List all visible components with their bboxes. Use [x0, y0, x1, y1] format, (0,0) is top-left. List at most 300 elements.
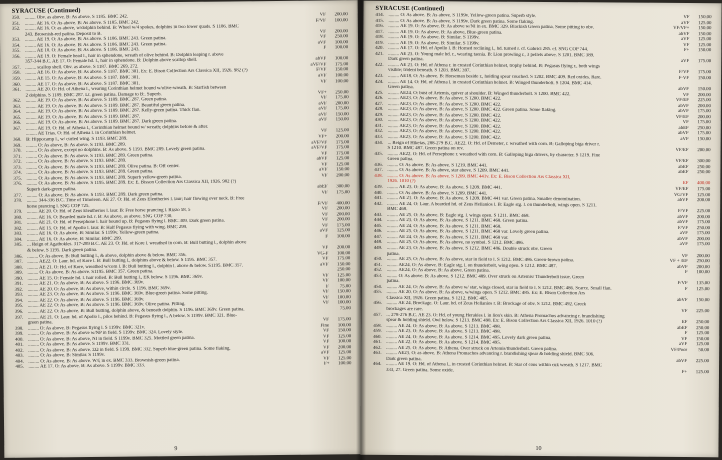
lot-price: 250.00	[337, 267, 351, 273]
lot-description: ......... AE24. O: bust of Artemis, quiver at shoulder. B: Winged thunderbolt. S 1200. BMC 422.	[387, 90, 571, 97]
lot-number: 417.	[375, 29, 384, 35]
lot-number: 405.	[15, 365, 24, 371]
lot-number: 394.	[14, 298, 24, 304]
lot-price: 125.00	[696, 286, 710, 292]
lot-grade: VF	[322, 317, 329, 323]
lot-number: 454.	[373, 284, 383, 290]
lot-grade: F+	[683, 48, 690, 54]
lot-number: 383.	[14, 231, 23, 238]
lot-number: 350.	[11, 15, 21, 21]
lot-price: 300.00	[697, 159, 711, 165]
lot-description: ......... AE 23. O: As above. B: As above. S 1196. BMC 369v. Blue-green patina. Some pitting.	[27, 291, 208, 298]
lot-description: ......... O: As above. B: As above. S 1193. BMC 289. Green patina.	[26, 152, 154, 160]
lot-description: ......... AE 20. O: As above. B: As above, w/wings open. S 1212. BMC 485. Ex: E. Bison Collection Ars	[386, 290, 585, 297]
lot-grade: F	[325, 284, 329, 290]
lot-grade: aVF	[318, 101, 327, 107]
lot-number: 447.	[373, 234, 383, 240]
lot-price: 200.00	[697, 114, 711, 121]
lot-number: 395.	[14, 304, 24, 310]
lot-grade: aVF	[318, 117, 327, 123]
lot-description: ......... AE23. O: As above. B: As above. S 1200. BMC 422.	[387, 101, 502, 108]
lot-price: 75.00	[340, 306, 351, 312]
lot-price: 175.00	[335, 139, 350, 145]
lot-number: 450.	[373, 256, 383, 262]
lot-grade: VF+	[317, 90, 327, 96]
lot-number: 385.	[14, 243, 23, 249]
lot-description: ......... O: As above. B: As above. S 1193. BMC 289. Olive patina. B: Off center.	[26, 163, 180, 171]
lot-description: ......... AE22. O: Hd. of Persephone r. wreathed with corn. B: Galloping biga drivers, by character. S 1219. Fine	[387, 151, 601, 159]
lot-description: ......... O: As above. B: As above, NI in field. S 1199v. BMC 325. Mottled green patina.	[28, 335, 195, 343]
lot-grade: VF	[321, 223, 329, 229]
lot-description: ......... scallop shell. Obv. as above. S 1187. BMC 269, 272.	[25, 64, 139, 71]
lot-price: 125.00	[697, 192, 711, 198]
lot-number: 457.	[373, 312, 382, 318]
lot-description: Dark green patina.	[386, 356, 422, 363]
lot-grade: aVF	[679, 231, 688, 237]
lot-price: 175.00	[697, 70, 712, 76]
lot-grade: VF	[323, 345, 330, 351]
lot-price: 200.00	[696, 253, 710, 259]
lot-price: 200.00	[336, 211, 350, 218]
lot-grade: aVF/VF	[310, 62, 327, 68]
lot-price: 100.00	[336, 234, 351, 240]
lot-description: ......... O: As above. B: As above. S 1199v. BMC 331.	[28, 341, 131, 348]
lot-number: 430.	[374, 118, 384, 124]
lot-price: 150.00	[698, 48, 712, 54]
lot-price: 150.00	[697, 87, 711, 93]
lot-description: ......... AE23. O: As above. B: As above. S 1200. BMC 422.	[387, 112, 502, 119]
lot-description: green patina.	[27, 320, 53, 326]
lot-grade: VF+	[318, 134, 328, 140]
lot-grade: abEF	[677, 325, 688, 331]
lot-description: brockages are rare.	[386, 306, 423, 313]
lot-price: 225.00	[696, 209, 711, 215]
lot-grade: F/VF	[677, 209, 689, 215]
lot-price: 125.00	[698, 20, 712, 26]
lot-grade: aVF	[681, 20, 690, 26]
lot-number: 370.	[13, 148, 22, 154]
lot-price: 250.00	[334, 34, 349, 40]
lot-price: 200.00	[696, 264, 710, 270]
lot-grade: VF	[320, 128, 328, 135]
lot-grade: VF	[322, 278, 329, 284]
lot-price: 150.00	[698, 31, 712, 37]
lot-number: 419.	[375, 40, 384, 46]
lot-price: 175.00	[697, 131, 711, 137]
lot-description: ... 278-276 B.C. AE 23. O: Hd. of young Herakles l. in lion's skin. B: Athena Promachos advancing r. brandishing	[386, 312, 605, 319]
lot-number: 437.	[374, 168, 383, 174]
lot-description: horse prancing l. SNG COP 725.	[26, 203, 90, 210]
lot-description: ......... AE 20. O: Hd. of Zeus Eleutherios l. laur. B: Free horse prancing l. Rizzo 58. 5	[26, 208, 191, 215]
lot-grade: abVF	[676, 358, 688, 364]
lot-description: ......... AE 19. O: As above. B: As above. S 1189. BMC 287. Green patina.	[25, 97, 168, 104]
lot-grade: abEF	[317, 184, 328, 190]
lot-description: B: Hippocamp l., w/ curled wing. S 1193. BMC 289.	[26, 136, 128, 143]
lot-price: 150.00	[697, 137, 711, 143]
lot-description: ......... O: As above. B: As above w/NP in field. S 1199v. BMC 324. Lovely style.	[28, 330, 184, 337]
lot-description: ......... AE 22. O: As above. B: As above. S 1196. BMC 369v.	[27, 297, 145, 304]
page-number: 9	[174, 446, 178, 453]
lot-number: 357.	[12, 65, 21, 71]
lot-price: 100.00	[335, 78, 349, 84]
lot-grade: VF	[322, 328, 330, 334]
lot-description: ......... Obv. as above. B: As above. S 1185. BMC 242.	[24, 14, 128, 21]
lot-description: ......... AE23. O: As above. B: As above. S 1200. BMC 422.	[387, 118, 502, 125]
lot-number: 423.	[375, 73, 384, 79]
lot-price: 175.00	[335, 145, 350, 151]
lot-number: 416.	[375, 23, 384, 29]
lot-grade: abVF	[315, 56, 327, 62]
lot-price: 175.00	[697, 59, 712, 65]
lot-grade: abVF	[678, 31, 690, 37]
lot-grade: F/VF	[315, 18, 326, 24]
lot-description: ......... O: As above, B: As above. S 1193. BMC 289.	[26, 142, 127, 149]
lot-grade: aVF	[321, 350, 330, 356]
lot-description: ......... O: As above. B: Pegasus flying l. S 1199v. BMC 321v.	[28, 325, 146, 332]
lot-description: spear & holding shield. Owl below. S 1213. BMC 498. Ex: E. Bison Collection Ars Classica XII, 1926. 1010 (?)	[386, 318, 602, 325]
lot-number: 389.	[14, 270, 23, 276]
lot-number: 418.	[375, 35, 384, 41]
lot-grade: F	[325, 234, 329, 240]
lot-grade: VF	[321, 206, 328, 212]
lot-price: 125.00	[335, 128, 350, 134]
lot-price: 200.00	[336, 217, 350, 223]
lot-price: 150.00	[337, 289, 351, 295]
lot-description: ......... AE 24. O: As above. B: As above. S 1211. BMC 468.	[386, 223, 502, 230]
lot-number: 386.	[14, 254, 23, 260]
lot-price: 150.00	[697, 76, 712, 82]
lot-price: 250.00	[696, 259, 710, 265]
lot-description: ......... AE18. O: As above. B: Horseman beside r., holding spear couched. S 1202. BMC 409. Red oxides. Rare.	[388, 73, 602, 81]
lot-description: ......... AE 19. O: As above. B: Similar. S 1199v.	[388, 40, 480, 47]
lot-description: patina.	[386, 251, 400, 257]
lot-price: 300.00	[336, 184, 350, 190]
lot-description: ......... O: As above, except no dolphins. B: As above. S 1193. BMC 289. Lovely green patina.	[26, 146, 206, 154]
lot-price: 150.00	[696, 297, 710, 304]
lot-price: 200.00	[338, 345, 352, 351]
lot-grade: F+	[324, 361, 330, 367]
lot-number: 366.	[12, 121, 22, 127]
lot-grade: VF/EF	[675, 114, 689, 120]
lot-grade: aVF	[681, 37, 690, 43]
lot-price: 250.00	[696, 225, 711, 231]
lot-grade: abVF	[678, 109, 689, 115]
lot-price: 200.00	[696, 236, 710, 243]
lot-description: ......... AE 23. O: Young male hd. r., wearing taenia. B: Lion prowling r., 3 pellets above. S 1201. BMC 389.	[388, 51, 595, 59]
lot-grade: F/VF	[677, 281, 688, 287]
lot-price: 150.00	[335, 112, 349, 118]
lot-description: ......... O: As above. B: As above. S 1193. BMC 289. Dark green patina.	[26, 191, 164, 199]
lot-number: 360.	[12, 82, 21, 88]
lot-description: ... Reign of Agathokles. 317-289 B.C. AE 23. O: Hd. of Kore l. wreathed in corn. B: Bull butting l., dolphin above	[27, 240, 247, 249]
lot-description: ......... AE 19. O: As above. B: Similar. S 1199v.	[388, 35, 480, 41]
lot-price: 200.00	[334, 28, 348, 35]
lot-grade: VF	[322, 256, 329, 262]
lot-description: ......... O: As above. B: As above. S 1193. BMC 289. Green patina.	[26, 169, 154, 176]
lot-grade: abEF	[678, 164, 689, 170]
lot-grade: VF	[321, 217, 328, 223]
book-gutter	[356, 0, 366, 460]
lot-description: ......... AE 24. Brockage. O: Laur. hd. of Zeus Hellanios r. B: Brockage of obv. S 1212. BMC 492. Greek	[386, 301, 587, 308]
lot-description: ......... AE 17. O: Hd. of Apollo l. B: Horned reclining l., hd. turned r. cf. Gabrici 285. cf. SNG COP 744.	[388, 46, 589, 53]
lot-price: 125.00	[337, 272, 351, 279]
lot-description: ......... O: As above. B: As above, star above. S 1209. BMC 441.	[387, 168, 510, 175]
lot-price: 100.00	[337, 300, 351, 306]
lot-price: 100.00	[337, 250, 351, 256]
lot-description: 243. Brownish-red patina. Deposit to B.	[24, 31, 102, 38]
lot-description: ......... O: As above. B: As above. S 1199v. Dark green patina. Some flaking.	[388, 18, 534, 25]
lot-number: 381.	[13, 220, 23, 226]
lot-description: ......... AE 19. O: As above. B: As above. S 1189. BMC 287. Dark green patina.	[25, 119, 178, 127]
lot-number: 438.	[374, 173, 383, 179]
lot-price: 150.00	[698, 26, 712, 32]
lot-description: ......... AE 15. O: Hd. of Apollo l. laur. B: Half Pegasus flying with wing. BMC 299.	[26, 224, 188, 232]
lot-number: 429.	[374, 112, 384, 118]
lot-description: ......... AE 14. O: Hd. of Athena l. in crested Corinthian helmet. B: Winged thunderbolt. S 1204. BMC 414.	[388, 79, 592, 86]
catalog-listing	[12, 12, 352, 370]
lot-price: 50.00	[698, 347, 710, 353]
lot-number: 458.	[373, 323, 382, 329]
lot-grade: VF	[319, 12, 326, 18]
lot-number: 433.	[374, 134, 384, 140]
lot-grade: VF	[321, 151, 328, 157]
lot-number: 354.	[12, 43, 21, 49]
lot-number: 384.	[14, 237, 23, 243]
lot-description: S 1210. BMC 487. Green patina on rev.	[387, 146, 464, 152]
lot-grade: abVF	[677, 214, 689, 220]
lot-price: 200.00	[334, 12, 348, 18]
lot-number: 422.	[375, 62, 384, 68]
lot-grade: abVF	[677, 236, 688, 242]
lot-grade: F	[685, 270, 688, 276]
lot-price: 175.00	[335, 95, 349, 101]
lot-grade: abVF	[677, 264, 688, 270]
lot-description: ... Reign of Hiketas, 288-279 B.C. AE22. O: Hd. of Demeter, r. wreathed with corn. B: Galloping biga driver r.	[387, 140, 600, 147]
lot-description: ......... AE 19. O: As above. B: As above. S 1189. BMC 287. Beautiful green patina.	[25, 102, 186, 110]
lot-grade: aVF/VF	[311, 140, 328, 146]
lot-number: 351.	[11, 21, 21, 27]
lot-description: ......... AE 23. O: As above. B: As above. S 1211. BMC 468. Green patina.	[387, 218, 529, 225]
lot-price: 200.00	[697, 103, 711, 109]
lot-description: ......... AE 19. O: Female head l., hair in sphendone, wreath of olive behind. B: Dolphin leaping r. above	[25, 52, 224, 60]
lot-number: 464.	[373, 362, 382, 368]
header-title: SYRACUSE (Continued)	[11, 7, 81, 15]
lot-number: 420.	[375, 46, 384, 52]
lot-description: ......... AE 15. O: Female hd. l. hair rolled. B: Bull butting l., EK below. S 1196. BMC 369v.	[27, 274, 203, 282]
lot-description: ......... AE 18. O: As above. B: As above. S 1186. BMC 243.	[25, 47, 140, 54]
lot-description: ......... O: As above. B: Similar. S 1199v.	[28, 353, 106, 359]
lot-grade: VF/Poor	[670, 347, 688, 353]
lot-description: ......... AE 25. O: As above. B: As above, no symbol. S 1212. BMC 486.	[386, 240, 525, 247]
lot-description: ......... O: As above. B: As above. S 1199v. Yellow-green patina. Superb style.	[388, 12, 537, 19]
lot-grade: VF	[319, 34, 327, 40]
lot-description: BMC 468.	[387, 207, 408, 213]
lot-grade: VF	[320, 95, 327, 101]
lot-price: 400.00	[336, 200, 350, 206]
lot-price: 125.00	[695, 370, 710, 376]
lot-price: 125.00	[696, 331, 710, 337]
lot-number: 358.	[12, 71, 21, 77]
lot-price: 175.00	[335, 106, 349, 112]
lot-number: 367.	[12, 126, 22, 132]
lot-number: 440.	[374, 190, 383, 196]
lot-number: 451.	[373, 262, 383, 268]
lot-number: 352.	[11, 26, 21, 32]
lot-description: ......... AE 19. O: As above. B: As above. S 1189. BMC 287.	[25, 114, 141, 121]
lot-description: ......... AE 24. O: Laur. A bearded hd. of Zeus Hellanios l. B: Eagle stg. l. on thunderbolt, wings open. S 1211.	[387, 201, 597, 208]
lot-description: ......... AE 17. O: As above. B: As above. S 1199v. BMC 333.	[28, 363, 145, 371]
lot-price: 150.00	[696, 336, 710, 342]
lot-description: 357-344 B.C. AE 17. O: Female hd. l., hair in sphendone. B: Dolphin above scallop shell.	[25, 58, 198, 65]
lot-price: 150.00	[335, 67, 349, 73]
lot-price: 125.00	[698, 37, 712, 43]
lot-number: 460.	[373, 334, 382, 340]
lot-grade: abVF	[316, 156, 328, 162]
lot-description: ......... O: As above. B: As above. S 1219. BMC 441.	[387, 162, 488, 169]
lot-number: 404.	[15, 359, 24, 365]
lot-description: ......... AE Trias. O: Hd. of Athena l. in Corinthian helmet.	[25, 130, 137, 138]
lot-price: 200.00	[696, 214, 711, 220]
lot-grade: EF	[681, 320, 688, 326]
lot-grade: VF	[322, 334, 330, 340]
lot-description: ......... AE 20. O: Hd. of Athena l., wearing Corinthian helmet bound w/olive-wreath. B: Starfish between	[25, 85, 227, 93]
lot-grade: VF	[321, 162, 328, 168]
lot-description: ......... O: As above. B: As above. S 1193. BMC 289.	[26, 158, 127, 165]
lot-grade: F/VF	[316, 67, 327, 74]
lot-number: 356.	[12, 54, 21, 60]
lot-price: 100.00	[337, 278, 351, 284]
lot-description: ......... AE 22. O: As above. B: As above. S 1196. BMC 369v. Olive patina. Pitting.	[27, 302, 186, 310]
lot-description: ......... AE 24. O: As above. B: As above. S 1214. BMC 495. Lovely dark green patina.	[386, 334, 552, 341]
lot-grade: aVF/VF	[311, 145, 328, 151]
lot-grade: VF	[320, 79, 327, 85]
lot-number: 378.	[13, 198, 23, 204]
lot-grade: VF	[322, 295, 329, 301]
lot-price: 250.00	[696, 320, 710, 326]
lot-price: 175.00	[697, 187, 711, 193]
lot-grade: VF	[323, 356, 330, 362]
lot-price: 100.00	[335, 56, 349, 62]
lot-description: & below. S 1195. Dark green patina.	[27, 247, 98, 254]
lot-description: ......... AE 19. O: Hd. of Athena l., in crested Corinthian helmet. B: Star of cons within cuk wreath. S 1217. BMC	[386, 362, 603, 369]
lot-number: 364.	[12, 109, 22, 116]
lot-description: Dark green patina.	[388, 57, 424, 63]
lot-number: 435.	[374, 151, 383, 157]
lot-price: 150.00	[337, 328, 352, 334]
lot-grade: abVF	[678, 87, 689, 93]
lot-description: ......... AE 21. O: Hd. of Persephone l. hair bound up. B: Pegasus flying l. BMC 309. Dark green patina.	[26, 218, 225, 226]
lot-description: ......... AE 21. O: Laur. hd. of Apollo l., pilos behind. B: Pegasus flying l., A below. S 1199v. BMC 321. Blue-	[27, 312, 238, 321]
lot-grade: VF	[681, 336, 688, 342]
lot-grade: F/VF	[317, 201, 328, 207]
lot-price: 250.00	[335, 89, 349, 96]
lot-price: 150.00	[698, 15, 712, 21]
lot-description: 1926. 1010 (?)	[387, 179, 416, 185]
lot-description: ......... AE 19. O: As above. B: As above. S 1189. BMC 287. Kelly-green patina. Thick flan.	[25, 108, 201, 115]
lot-grade: VF/EF	[675, 98, 689, 104]
lot-price: 175.00	[335, 62, 349, 68]
lot-number: 365.	[12, 115, 22, 121]
lot-number: 452.	[373, 267, 383, 274]
lot-grade: aVF	[318, 106, 327, 112]
lot-description: ......... O: As above. B: As above. W/ξ in ex. BMC 333. Brownish-green patina.	[28, 357, 180, 365]
lot-grade: aVF	[679, 242, 688, 248]
lot-description: ......... AE 19. O: As above. B: As above, Blue-green patina.	[388, 29, 503, 36]
lot-number: 361.	[12, 87, 21, 93]
lot-number: 369.	[13, 143, 22, 149]
lot-price: 200.00	[697, 92, 711, 98]
lot-description: ......... AE 22. O: As above. B: Bull butting, dolphin above, & beneath dolphin. S 1196. BMC 369v. Green patina.	[27, 307, 245, 315]
lot-number: 456.	[373, 301, 382, 307]
lot-price: 135.00	[696, 281, 710, 287]
lot-price: 125.00	[695, 342, 710, 348]
lot-number: 379.	[13, 209, 23, 215]
lot-number: 387.	[14, 259, 23, 265]
lot-description: 333, 27. Green patina. Some oxide.	[385, 367, 454, 374]
lot-description: ......... AE 16. O: as above, w/dolphin behind. B: Wheel w/4 spokes, dolphins in two lower quads. S 1186. BMC	[24, 24, 239, 32]
lot-price: 175.00	[337, 256, 351, 262]
lot-grade: aVF	[680, 137, 689, 143]
lot-price: 250.00	[697, 164, 711, 170]
lot-grade: VF	[682, 92, 689, 98]
lot-description: ......... AE 21. O: As above. B: As above. S 1196. BMC 369v.	[27, 280, 145, 287]
lot-price: 250.00	[696, 325, 710, 331]
catalog-entry-line	[373, 368, 709, 376]
lot-number: 353.	[11, 37, 21, 43]
lot-description: ......... AE23. O: As above. B: As above. S 1200. BMC 422.	[387, 129, 502, 136]
lot-description: ......... AE 25. O: As above. B: As above, star in field to l. S 1212. BMC 486. Green-brown patina.	[386, 256, 574, 264]
lot-description: ......... AE 24. O: As above. B: As above. S 1213. BMC 498.	[386, 323, 501, 330]
lot-grade: VF	[321, 212, 328, 218]
lot-grade: VG/VF	[673, 192, 689, 198]
lot-description: ......... O: As above. B: As above. S1195. BMC 357. Green patina.	[27, 269, 154, 276]
lot-description: ......... AE 24. O: As above. B: As above. S 1211. BMC 468 var.	[386, 234, 509, 241]
lot-description: ......... AE22. O: Laur. hd. of Kore l. B: Bull butting l., dolphins above & below. S 1195. BMC 357.	[27, 257, 217, 265]
lot-grade: abVF	[677, 220, 689, 226]
lot-number: 397.	[14, 315, 24, 321]
lot-number: 431.	[374, 123, 384, 129]
lot-grade: VF	[683, 42, 690, 48]
lot-grade: VF	[322, 245, 329, 251]
lot-grade: Fine	[320, 323, 330, 329]
lot-description: ......... AE24. O: As above. B: As above. Green patina.	[386, 268, 490, 274]
lot-grade: VF	[321, 173, 328, 179]
lot-price: 250.00	[697, 126, 711, 132]
lot-number: 388.	[14, 265, 23, 271]
lot-price: 175.00	[696, 231, 710, 237]
lot-price: 200.00	[697, 148, 711, 154]
lot-price: 175.00	[336, 189, 350, 195]
lot-description: ......... AE 21. O: Hd. of Kore, wreathed w/corn l. B: Bull butting l., dolphin l. above & below. S1195. BMC 357.	[27, 262, 244, 271]
lot-description: Classica XII, 1926. Green patina. S 1212. BMC 485.	[386, 295, 488, 302]
lot-price: 100.00	[335, 73, 349, 79]
lot-description: ......... AE23. O: As above. B: As above. S 1200. BMC 422.	[387, 96, 502, 102]
lot-description: ......... AE 16. O: As above. B: As above. S 1186. BMC 243. Green patina.	[25, 41, 167, 49]
lot-description: ......... AE 24. O: As above. B: As above w/ star, wings closed, star in field to l. S 1212. BMC 486. Scarce. Small flan.	[386, 284, 612, 292]
lot-description: ......... AE 16. O: As above. B: Similar. BMC 299.	[27, 236, 123, 243]
lot-price: 125.00	[698, 42, 712, 48]
lot-description: ......... O: As above. B: As above. S 1193. BMC 289. Superb yellow-green patina.	[26, 174, 182, 182]
lot-description: Green patina.	[387, 85, 414, 91]
lot-number: 436.	[374, 162, 383, 168]
lot-price: 200.00	[336, 206, 350, 212]
lot-number: 393.	[14, 293, 24, 299]
lot-price: 100.00	[337, 339, 352, 345]
catalog-listing	[373, 13, 712, 376]
lot-price: 225.00	[697, 98, 711, 104]
lot-description: patina.	[386, 279, 400, 285]
lot-description: ......... AE23. O: As above. B: As above. S 1200. BMC 422.	[387, 134, 502, 141]
